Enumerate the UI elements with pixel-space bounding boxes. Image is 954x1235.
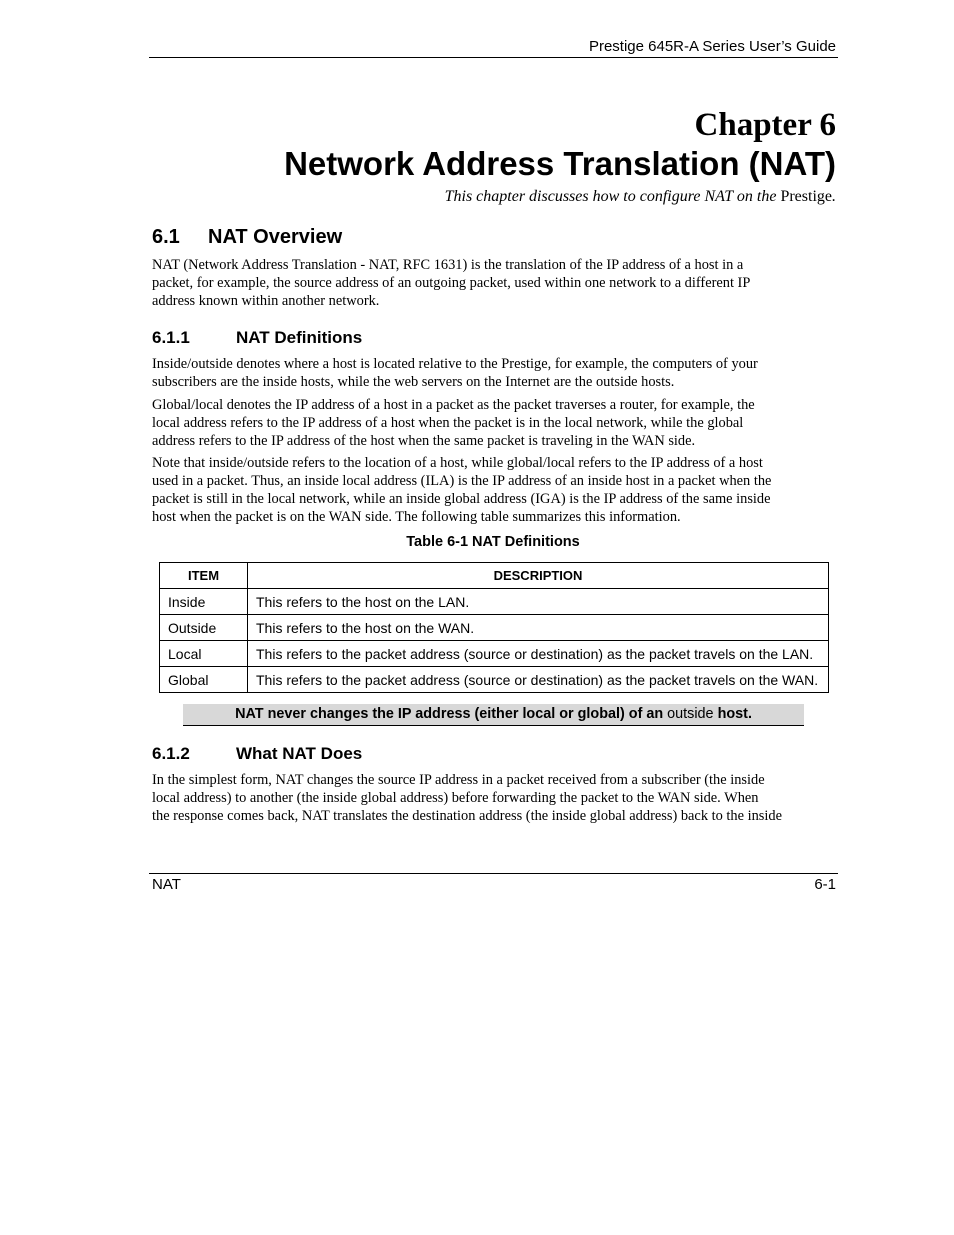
- footer-rule: [149, 873, 838, 874]
- column-header-item: ITEM: [160, 563, 248, 589]
- text-line: local address refers to the IP address of a host when the packet is in the local network, while the global: [152, 415, 744, 431]
- chapter-title: Network Address Translation (NAT): [284, 145, 836, 182]
- table-cell-description: This refers to the host on the WAN.: [248, 615, 829, 641]
- heading-6-1-2: [152, 744, 362, 764]
- text-line: the response comes back, NAT translates the destination address (the inside global address) back to the inside: [152, 808, 782, 824]
- text-line: Global/local denotes the IP address of a host in a packet as the packet traverses a router, for example, the: [152, 397, 755, 413]
- paragraph-note-inside-global: [152, 454, 838, 526]
- note-bold-end: host.: [717, 706, 752, 722]
- text-line: address known within another network.: [152, 293, 380, 309]
- paragraph-global-local: [152, 396, 838, 450]
- heading-6-1-1: [152, 328, 362, 348]
- table-cell-description: This refers to the packet address (source or destination) as the packet travels on the LAN.: [248, 641, 829, 667]
- column-header-description: DESCRIPTION: [248, 563, 829, 589]
- note-bold-start: NAT never changes the IP address (either local or global) of an: [235, 706, 664, 722]
- text-line: local address) to another (the inside global address) before forwarding the packet to the WAN side. When: [152, 790, 759, 806]
- text-line: packet is still in the local network, while an inside global address (IGA) is the IP address of the same inside: [152, 491, 771, 507]
- text-line: used in a packet. Thus, an inside local address (ILA) is the IP address of an inside host in a packet when the: [152, 473, 772, 489]
- footer-page-number: 6-1: [814, 876, 836, 893]
- paragraph-what-nat-does: [152, 771, 838, 825]
- text-line: Inside/outside denotes where a host is located relative to the Prestige, for example, the computers of your: [152, 356, 758, 372]
- table-caption: Table 6-1 NAT Definitions: [406, 534, 580, 550]
- text-line: In the simplest form, NAT changes the source IP address in a packet received from a subscriber (the inside: [152, 772, 765, 788]
- chapter-number: Chapter 6: [694, 107, 836, 143]
- header-rule: [149, 57, 838, 58]
- paragraph-nat-overview: [152, 256, 838, 310]
- table-row: [160, 615, 829, 641]
- table-row: [160, 589, 829, 615]
- heading-6-1-2-title: What NAT Does: [236, 744, 363, 763]
- table-cell-item: Global: [160, 667, 248, 693]
- chapter-intro-italic: This chapter discusses how to configure NAT on the: [444, 188, 777, 205]
- table-cell-item: Local: [160, 641, 248, 667]
- heading-6-1-title: NAT Overview: [208, 226, 343, 248]
- table-row: [160, 667, 829, 693]
- text-line: host when the packet is on the WAN side. The following table summarizes this information.: [152, 509, 681, 525]
- heading-6-1-number: 6.1: [152, 226, 180, 248]
- text-line: Note that inside/outside refers to the location of a host, while global/local refers to the IP address of a host: [152, 455, 763, 471]
- table-row: [160, 641, 829, 667]
- heading-6-1-1-number: 6.1.1: [152, 328, 190, 347]
- chapter-intro-product: Prestige: [780, 188, 832, 205]
- nat-definitions-table: [159, 562, 829, 693]
- table-cell-item: Inside: [160, 589, 248, 615]
- table-cell-item: Outside: [160, 615, 248, 641]
- text-line: subscribers are the inside hosts, while the web servers on the Internet are the outside hosts.: [152, 374, 675, 390]
- table-cell-description: This refers to the packet address (source or destination) as the packet travels on the WAN.: [248, 667, 829, 693]
- paragraph-inside-outside: [152, 355, 838, 391]
- note-box: [183, 704, 804, 726]
- heading-6-1-1-title: NAT Definitions: [236, 328, 363, 347]
- chapter-intro-end: .: [832, 188, 836, 205]
- heading-6-1-2-number: 6.1.2: [152, 744, 190, 763]
- chapter-intro: [150, 188, 836, 206]
- footer-section-name: NAT: [152, 876, 181, 893]
- note-outside: outside: [667, 706, 714, 722]
- heading-6-1: [152, 226, 342, 249]
- text-line: packet, for example, the source address of an outgoing packet, used within one network to a different IP: [152, 275, 751, 291]
- text-line: NAT (Network Address Translation - NAT, RFC 1631) is the translation of the IP address of a host in a: [152, 257, 744, 273]
- running-header: Prestige 645R-A Series User’s Guide: [588, 38, 836, 55]
- table-header-row: [160, 563, 829, 589]
- table-cell-description: This refers to the host on the LAN.: [248, 589, 829, 615]
- text-line: address refers to the IP address of the host when the same packet is traveling in the WAN side.: [152, 433, 696, 449]
